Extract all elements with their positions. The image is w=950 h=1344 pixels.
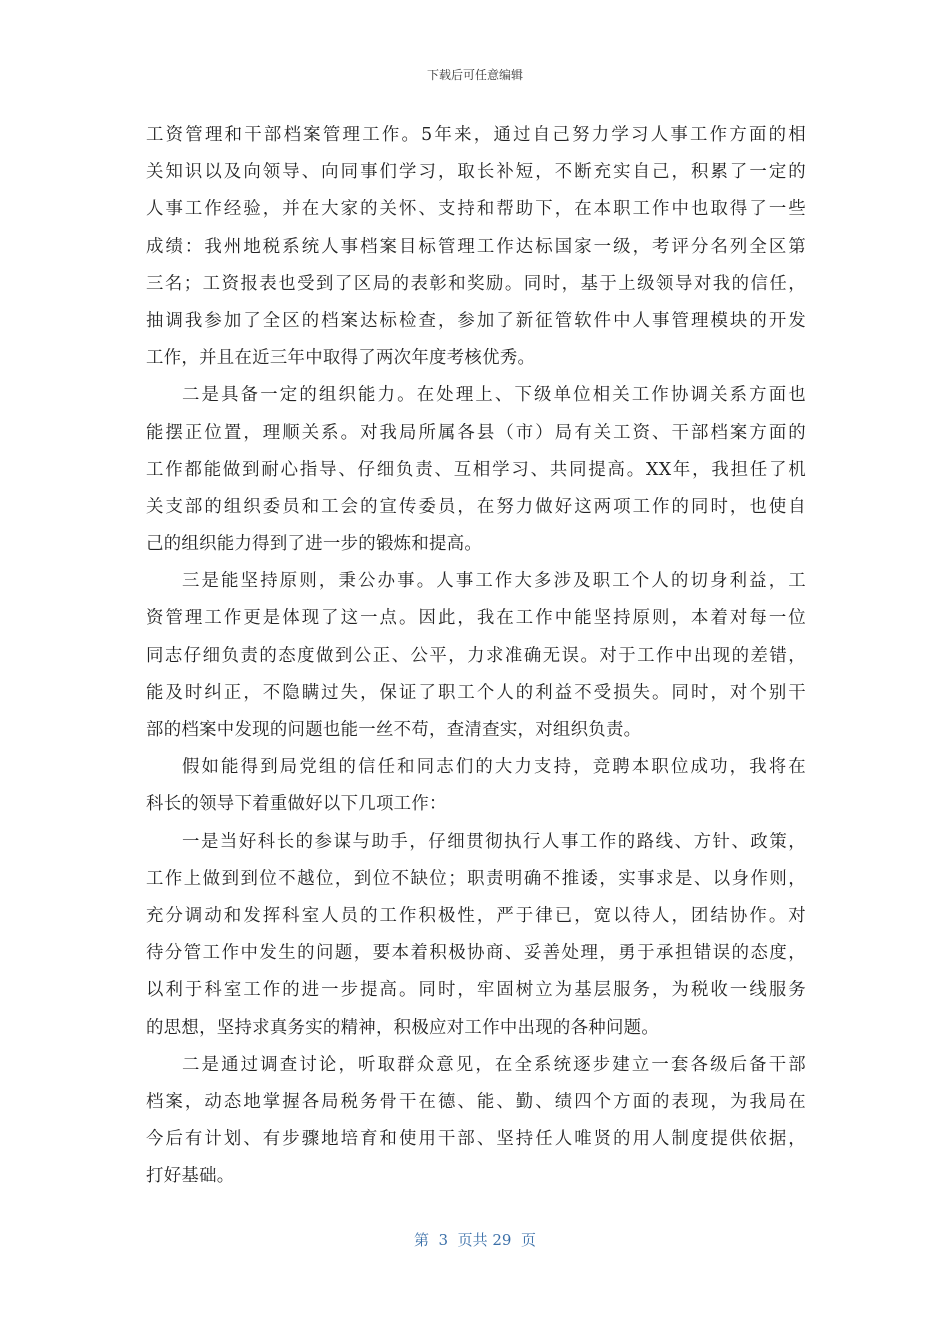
paragraph-line: 科长的领导下着重做好以下几项工作： [146, 794, 447, 815]
paragraph-line: 打好基础。 [146, 1166, 235, 1187]
paragraph-line: 关知识以及向领导、向同事们学习，取长补短，不断充实自己，积累了一定的 [146, 162, 806, 183]
paragraph-line: 档案，动态地掌握各局税务骨干在德、能、勤、绩四个方面的表现，为我局在 [146, 1091, 806, 1112]
paragraph-line: 工作都能做到耐心指导、仔细负责、互相学习、共同提高。XX年，我担任了机 [146, 459, 806, 480]
paragraph-first-line: 工资管理和干部档案管理工作。5年来，通过自己努力学习人事工作方面的相 [146, 125, 806, 145]
paragraph-first-line: 二是通过调查讨论，听取群众意见，在全系统逐步建立一套各级后备干部 [182, 1054, 806, 1075]
paragraph-first-line: 三是能坚持原则，秉公办事。人事工作大多涉及职工个人的切身利益，工 [182, 571, 806, 592]
paragraph-line: 能摆正位置，理顺关系。对我局所属各县（市）局有关工资、干部档案方面的 [146, 422, 806, 443]
document-body [146, 117, 806, 1195]
paragraph-line: 充分调动和发挥科室人员的工作积极性，严于律已，宽以待人，团结协作。对 [146, 905, 806, 926]
paragraph-line: 三名；工资报表也受到了区局的表彰和奖励。同时，基于上级领导对我的信任， [146, 273, 806, 294]
paragraph-line: 人事工作经验，并在大家的关怀、支持和帮助下，在本职工作中也取得了一些 [146, 199, 806, 220]
paragraph-line: 成绩：我州地税系统人事档案目标管理工作达标国家一级，考评分名列全区第 [146, 236, 806, 257]
paragraph-first-line: 一是当好科长的参谋与助手，仔细贯彻执行人事工作的路线、方针、政策， [182, 831, 806, 852]
paragraph-first-line: 假如能得到局党组的信任和同志们的大力支持，竞聘本职位成功，我将在 [182, 757, 806, 778]
paragraph-line: 能及时纠正，不隐瞒过失，保证了职工个人的利益不受损失。同时，对个别干 [146, 682, 806, 703]
paragraph-line: 己的组织能力得到了进一步的锻炼和提高。 [146, 534, 483, 555]
paragraph-line: 工作上做到到位不越位，到位不缺位；职责明确不推诿，实事求是、以身作则， [146, 868, 806, 889]
paragraph-line: 部的档案中发现的问题也能一丝不苟，查清查实，对组织负责。 [146, 720, 642, 740]
paragraph-line: 待分管工作中发生的问题，要本着积极协商、妥善处理，勇于承担错误的态度， [146, 943, 806, 964]
paragraph-line: 的思想，坚持求真务实的精神，积极应对工作中出现的各种问题。 [146, 1017, 660, 1038]
paragraph-line: 同志仔细负责的态度做到公正、公平，力求准确无误。对于工作中出现的差错， [146, 645, 806, 666]
paragraph-line: 关支部的组织委员和工会的宣传委员，在努力做好这两项工作的同时，也使自 [146, 496, 806, 517]
paragraph-line: 资管理工作更是体现了这一点。因此，我在工作中能坚持原则，本着对每一位 [146, 608, 806, 629]
paragraph-line: 工作，并且在近三年中取得了两次年度考核优秀。 [146, 348, 536, 369]
paragraph-line: 今后有计划、有步骤地培育和使用干部、坚持任人唯贤的用人制度提供依据， [146, 1129, 806, 1150]
page-footer: 第 3 页共 29 页 [413, 1231, 536, 1249]
paragraph-line: 以利于科室工作的进一步提高。同时，牢固树立为基层服务，为税收一线服务 [146, 980, 806, 1001]
paragraph-first-line: 二是具备一定的组织能力。在处理上、下级单位相关工作协调关系方面也 [182, 385, 806, 406]
paragraph-line: 抽调我参加了全区的档案达标检查，参加了新征管软件中人事管理模块的开发 [146, 310, 806, 331]
page-header: 下载后可任意编辑 [426, 68, 523, 82]
